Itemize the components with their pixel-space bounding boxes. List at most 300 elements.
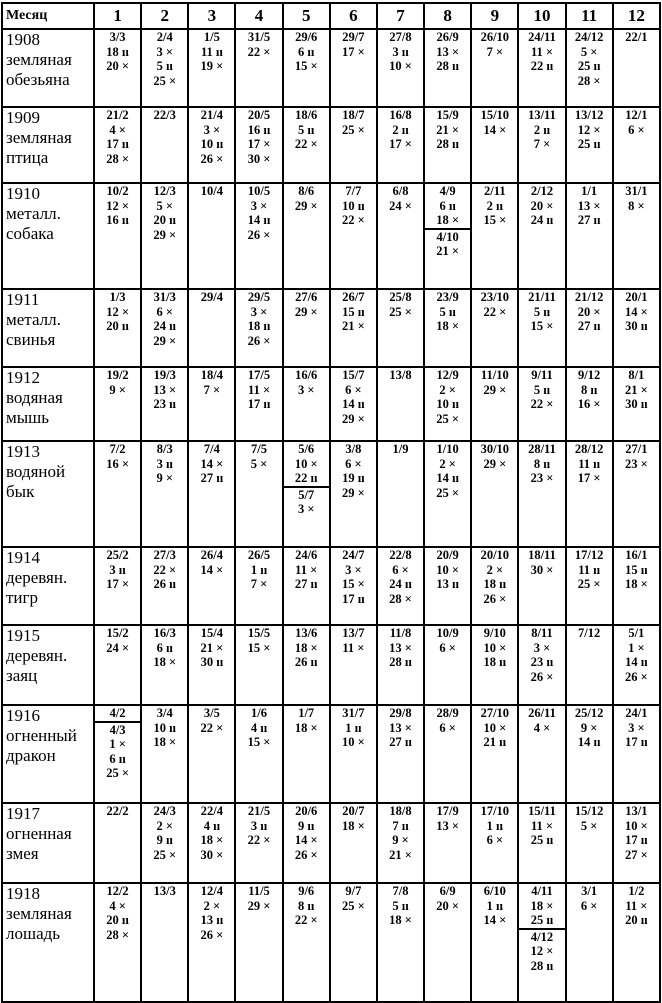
new-moon-date: 21/12 [574,290,604,304]
day-mark: 10 × [341,735,365,749]
day-mark: 9 ıı [156,833,173,847]
moon-phase-block [331,626,376,655]
month-cell [377,803,424,883]
month-cell [471,625,518,705]
month-cell [377,883,424,1002]
month-cell [235,625,282,705]
moon-phase-block [284,884,329,928]
day-mark: 13 × [389,720,412,735]
moon-phase-block [567,804,612,833]
day-mark: 6 × [345,456,362,471]
year-cell [2,107,94,183]
moon-phase-block [284,804,329,862]
month-cell [566,367,613,441]
day-mark: 26 × [200,151,224,166]
month-cell [330,183,377,289]
new-moon-date: 20/5 [247,108,271,122]
day-mark: 30 ıı [200,655,224,669]
day-mark: 18 ıı [106,44,129,59]
month-cell [471,289,518,367]
moon-phase-block [425,626,470,655]
day-mark: 10 ıı [153,720,177,735]
moon-phase-block [519,290,564,334]
moon-phase-block [425,804,470,833]
day-mark: 27 ıı [200,471,224,485]
year-animal-label: металл. [6,204,61,223]
year-animal-label: птица [6,148,49,167]
day-mark: 6 × [345,382,362,397]
day-mark: 4 × [109,898,126,913]
new-moon-date: 15/4 [200,626,223,640]
month-cell [566,441,613,547]
new-moon-date: 2/4 [156,30,173,44]
month-cell [424,705,471,803]
moon-phase-block [189,548,234,577]
day-mark: 25 ıı [530,833,554,847]
moon-phase-block [189,368,234,397]
day-mark: 26 × [483,591,507,606]
day-mark: 30 ıı [625,319,648,333]
day-mark: 30 × [200,847,224,862]
day-mark: 10 ıı [200,137,224,151]
moon-phase-block [142,548,187,592]
month-cell [141,883,188,1002]
year-row [2,883,660,1002]
day-mark: 18 ıı [247,319,271,333]
day-mark: 15 × [341,577,365,591]
new-moon-date: 23/10 [480,290,510,304]
new-moon-date: 8/11 [531,626,553,640]
month-cell [283,107,330,183]
day-mark: 11 × [530,44,554,59]
day-mark: 9 × [156,471,173,485]
new-moon-date: 23/9 [436,290,459,304]
day-mark: 3 × [250,304,268,319]
moon-phase-block [425,706,470,735]
month-cell [94,625,141,705]
day-mark: 17 × [577,471,601,485]
day-mark: 5 ıı [533,382,551,397]
month-cell [141,29,188,107]
day-mark: 15 × [483,213,507,227]
moon-phase-block [331,290,376,334]
new-moon-date: 13/12 [574,108,604,122]
year-cell [2,289,94,367]
month-cell [377,107,424,183]
new-moon-date: 13/8 [389,368,412,382]
month-cell [424,547,471,625]
year-animal-label: деревян. [6,646,68,665]
new-moon-date: 22/2 [106,804,129,818]
month-cell [94,107,141,183]
moon-phase-block [472,706,517,750]
day-mark: 6 × [628,122,645,137]
day-mark: 10 ıı [436,397,459,411]
new-moon-date: 13/6 [295,626,318,640]
day-mark: 13 × [436,818,460,833]
new-moon-date: 6/9 [439,884,456,898]
day-mark: 29 × [483,382,507,397]
moon-phase-block [567,368,612,412]
moon-phase-block [95,706,140,723]
year-number: 1908 [6,30,40,49]
new-moon-date: 28/9 [436,706,459,720]
moon-phase-block [472,290,517,319]
month-cell [471,183,518,289]
moon-phase-block [142,884,187,899]
day-mark: 6 × [156,304,173,319]
month-cell [613,883,660,1002]
year-number: 1910 [6,184,40,203]
month-cell [471,29,518,107]
moon-phase-block [331,368,376,426]
month-cell [330,803,377,883]
day-mark: 3 ıı [392,44,409,59]
year-number: 1918 [6,884,40,903]
new-moon-date: 7/4 [203,442,220,456]
moon-phase-block [95,30,140,74]
moon-phase-block [142,30,187,88]
moon-phase-block [284,108,329,152]
day-mark: 5 × [156,198,173,213]
month-cell [613,107,660,183]
day-mark: 25 ıı [577,59,601,73]
moon-phase-block [614,548,659,592]
day-mark: 14 × [200,456,224,471]
day-mark: 26 × [200,927,224,942]
moon-phase-block [189,706,234,735]
day-mark: 24 ıı [530,213,554,227]
moon-phase-block [378,706,423,750]
moon-phase-block [284,488,329,517]
moon-phase-block [472,108,517,137]
day-mark: 14 ıı [342,397,365,411]
moon-phase-block [236,30,281,59]
day-mark: 28 ıı [389,655,412,669]
day-mark: 13 × [577,198,601,213]
moon-phase-block [189,884,234,942]
moon-phase-block [331,884,376,913]
moon-phase-block [378,184,423,213]
year-cell [2,29,94,107]
moon-phase-block [519,804,564,848]
new-moon-date: 16/8 [389,108,412,122]
new-moon-date: 28/12 [574,442,604,456]
day-mark: 25 × [341,122,365,137]
new-moon-date: 24/11 [528,30,556,44]
month-cell [518,183,565,289]
moon-phase-block [95,723,140,781]
month-cell [566,883,613,1002]
day-mark: 5 × [580,818,598,833]
new-moon-date: 4/2 [109,706,126,720]
new-moon-date: 20/7 [342,804,365,818]
month-cell [330,625,377,705]
year-row [2,625,660,705]
day-mark: 3 × [297,382,315,397]
month-cell [424,883,471,1002]
month-cell [424,803,471,883]
month-cell [283,625,330,705]
day-mark: 25 ıı [530,913,554,927]
moon-phase-block [472,184,517,228]
year-number: 1912 [6,368,40,387]
month-cell [518,883,565,1002]
month-cell [283,883,330,1002]
month-cell [471,705,518,803]
day-mark: 20 ıı [153,213,177,227]
day-mark: 22 × [153,562,177,577]
header-month-10: 10 [518,3,565,29]
day-mark: 11 ıı [578,456,601,471]
day-mark: 8 ıı [298,898,315,913]
month-cell [94,547,141,625]
new-moon-date: 12/1 [625,108,648,122]
month-cell [424,441,471,547]
day-mark: 14 × [483,913,507,927]
new-moon-date: 31/1 [625,184,648,198]
day-mark: 19 ıı [342,471,365,485]
day-mark: 6 × [439,720,456,735]
year-number: 1911 [6,290,40,309]
month-cell [377,367,424,441]
day-mark: 29 × [341,485,365,500]
month-cell [188,803,235,883]
new-moon-date: 20/6 [295,804,318,818]
new-moon-date: 18/7 [342,108,365,122]
month-cell [235,705,282,803]
month-cell [188,547,235,625]
day-mark: 29 × [483,456,507,471]
year-animal-label: змея [6,844,39,863]
moon-phase-block [519,184,564,228]
moon-phase-block [567,626,612,641]
day-mark: 22 × [294,137,318,151]
day-mark: 20 × [436,898,460,913]
moon-phase-block [519,626,564,684]
new-moon-date: 20/10 [480,548,510,562]
day-mark: 12 × [530,944,554,958]
year-animal-label: земляная [6,128,72,147]
day-mark: 17 × [389,137,412,151]
new-moon-date: 3/3 [109,30,126,44]
year-row [2,705,660,803]
moon-phase-block [614,368,659,412]
day-mark: 28 ıı [436,137,459,151]
new-moon-date: 18/6 [295,108,318,122]
day-mark: 29 × [153,333,177,348]
new-moon-date: 8/3 [156,442,173,456]
day-mark: 1 ıı [345,720,362,735]
year-cell [2,367,94,441]
new-moon-date: 29/6 [295,30,318,44]
month-cell [424,625,471,705]
new-moon-date: 18/11 [528,548,556,562]
new-moon-date: 22/1 [625,30,648,44]
day-mark: 18 × [200,833,224,847]
year-number: 1915 [6,626,40,645]
new-moon-date: 17/9 [436,804,459,818]
day-mark: 27 ıı [577,319,601,333]
year-row [2,547,660,625]
month-cell [283,289,330,367]
day-mark: 26 × [247,227,271,242]
month-cell [283,705,330,803]
moon-phase-block [614,30,659,45]
month-cell [188,367,235,441]
new-moon-date: 30/10 [480,442,510,456]
month-cell [235,883,282,1002]
year-cell [2,705,94,803]
month-cell [613,289,660,367]
moon-phase-block [284,706,329,735]
day-mark: 12 × [106,198,129,213]
moon-phase-block [284,442,329,488]
moon-phase-block [519,930,564,974]
moon-phase-block [189,626,234,670]
day-mark: 1 × [109,737,126,751]
day-mark: 11 ıı [578,562,601,577]
moon-phase-block [331,30,376,59]
day-mark: 6 ıı [156,640,173,655]
month-cell [377,705,424,803]
moon-phase-block [378,30,423,74]
new-moon-date: 9/7 [345,884,362,898]
year-animal-label: огненный [6,726,77,745]
month-cell [518,705,565,803]
day-mark: 20 ıı [106,913,129,927]
month-cell [566,625,613,705]
month-cell [330,883,377,1002]
day-mark: 4 ıı [250,720,268,735]
year-animal-label: дракон [6,746,56,765]
month-cell [188,289,235,367]
month-cell [613,441,660,547]
day-mark: 24 ıı [389,577,412,591]
year-row [2,289,660,367]
month-cell [188,883,235,1002]
day-mark: 21 × [436,244,460,258]
month-cell [141,107,188,183]
year-cell [2,625,94,705]
day-mark: 20 × [530,198,554,213]
new-moon-date: 26/7 [342,290,365,304]
moon-phase-block [189,184,234,199]
moon-phase-block [142,108,187,123]
moon-phase-block [284,626,329,670]
year-cell [2,547,94,625]
day-mark: 22 ıı [530,59,554,73]
month-cell [283,183,330,289]
new-moon-date: 27/6 [295,290,318,304]
day-mark: 18 × [153,735,177,749]
moon-phase-block [95,290,140,334]
year-row [2,441,660,547]
new-moon-date: 16/6 [295,368,318,382]
new-moon-date: 31/7 [342,706,365,720]
new-moon-date: 16/3 [153,626,176,640]
day-mark: 15 ıı [342,304,365,319]
moon-phase-block [567,442,612,486]
month-cell [188,183,235,289]
year-animal-label: заяц [6,666,38,685]
new-moon-date: 29/5 [247,290,271,304]
new-moon-date: 12/9 [436,368,459,382]
moon-phase-block [614,184,659,213]
day-mark: 10 × [389,59,412,73]
moon-phase-block [425,30,470,74]
month-cell [377,547,424,625]
new-moon-date: 18/4 [200,368,223,382]
new-moon-date: 19/3 [153,368,176,382]
header-month-9: 9 [471,3,518,29]
day-mark: 8 ıı [580,382,598,397]
new-moon-date: 15/2 [106,626,129,640]
day-mark: 3 × [156,44,173,59]
moon-phase-block [142,368,187,412]
moon-phase-block [614,290,659,334]
day-mark: 26 × [247,333,271,348]
header-month-7: 7 [377,3,424,29]
year-animal-label: собака [6,224,54,243]
header-month-3: 3 [188,3,235,29]
day-mark: 26 × [294,847,318,862]
new-moon-date: 26/11 [528,706,556,720]
moon-phase-block [519,30,564,74]
day-mark: 28 × [577,73,601,88]
month-cell [94,183,141,289]
moon-phase-block [425,230,470,259]
day-mark: 11 × [530,818,554,833]
month-cell [566,803,613,883]
month-cell [330,441,377,547]
moon-phase-block [378,548,423,606]
new-moon-date: 27/10 [480,706,510,720]
year-row [2,367,660,441]
year-animal-label: тигр [6,588,38,607]
day-mark: 27 ıı [577,213,601,227]
moon-phase-block [236,184,281,242]
day-mark: 5 ıı [298,122,315,137]
moon-phase-block [284,548,329,592]
new-moon-date: 26/10 [480,30,510,44]
moon-phase-block [567,548,612,592]
moon-phase-block [472,804,517,848]
day-mark: 23 × [530,471,554,485]
month-cell [566,547,613,625]
day-mark: 5 ıı [156,59,173,73]
new-moon-date: 10/4 [200,184,223,198]
month-cell [94,289,141,367]
moon-phase-block [425,368,470,426]
moon-phase-block [95,626,140,655]
moon-phase-block [189,804,234,862]
day-mark: 25 × [577,577,601,591]
day-mark: 16 ıı [247,122,271,137]
new-moon-date: 1/1 [581,184,598,198]
year-animal-label: лошадь [6,924,61,943]
day-mark: 30 ıı [625,397,648,411]
month-cell [424,367,471,441]
new-moon-date: 1/7 [298,706,315,720]
moon-phase-block [142,706,187,750]
moon-phase-block [284,290,329,319]
day-mark: 18 ıı [483,577,507,591]
day-mark: 22 × [200,720,224,735]
month-cell [518,547,565,625]
moon-phase-block [95,108,140,166]
month-cell [283,367,330,441]
